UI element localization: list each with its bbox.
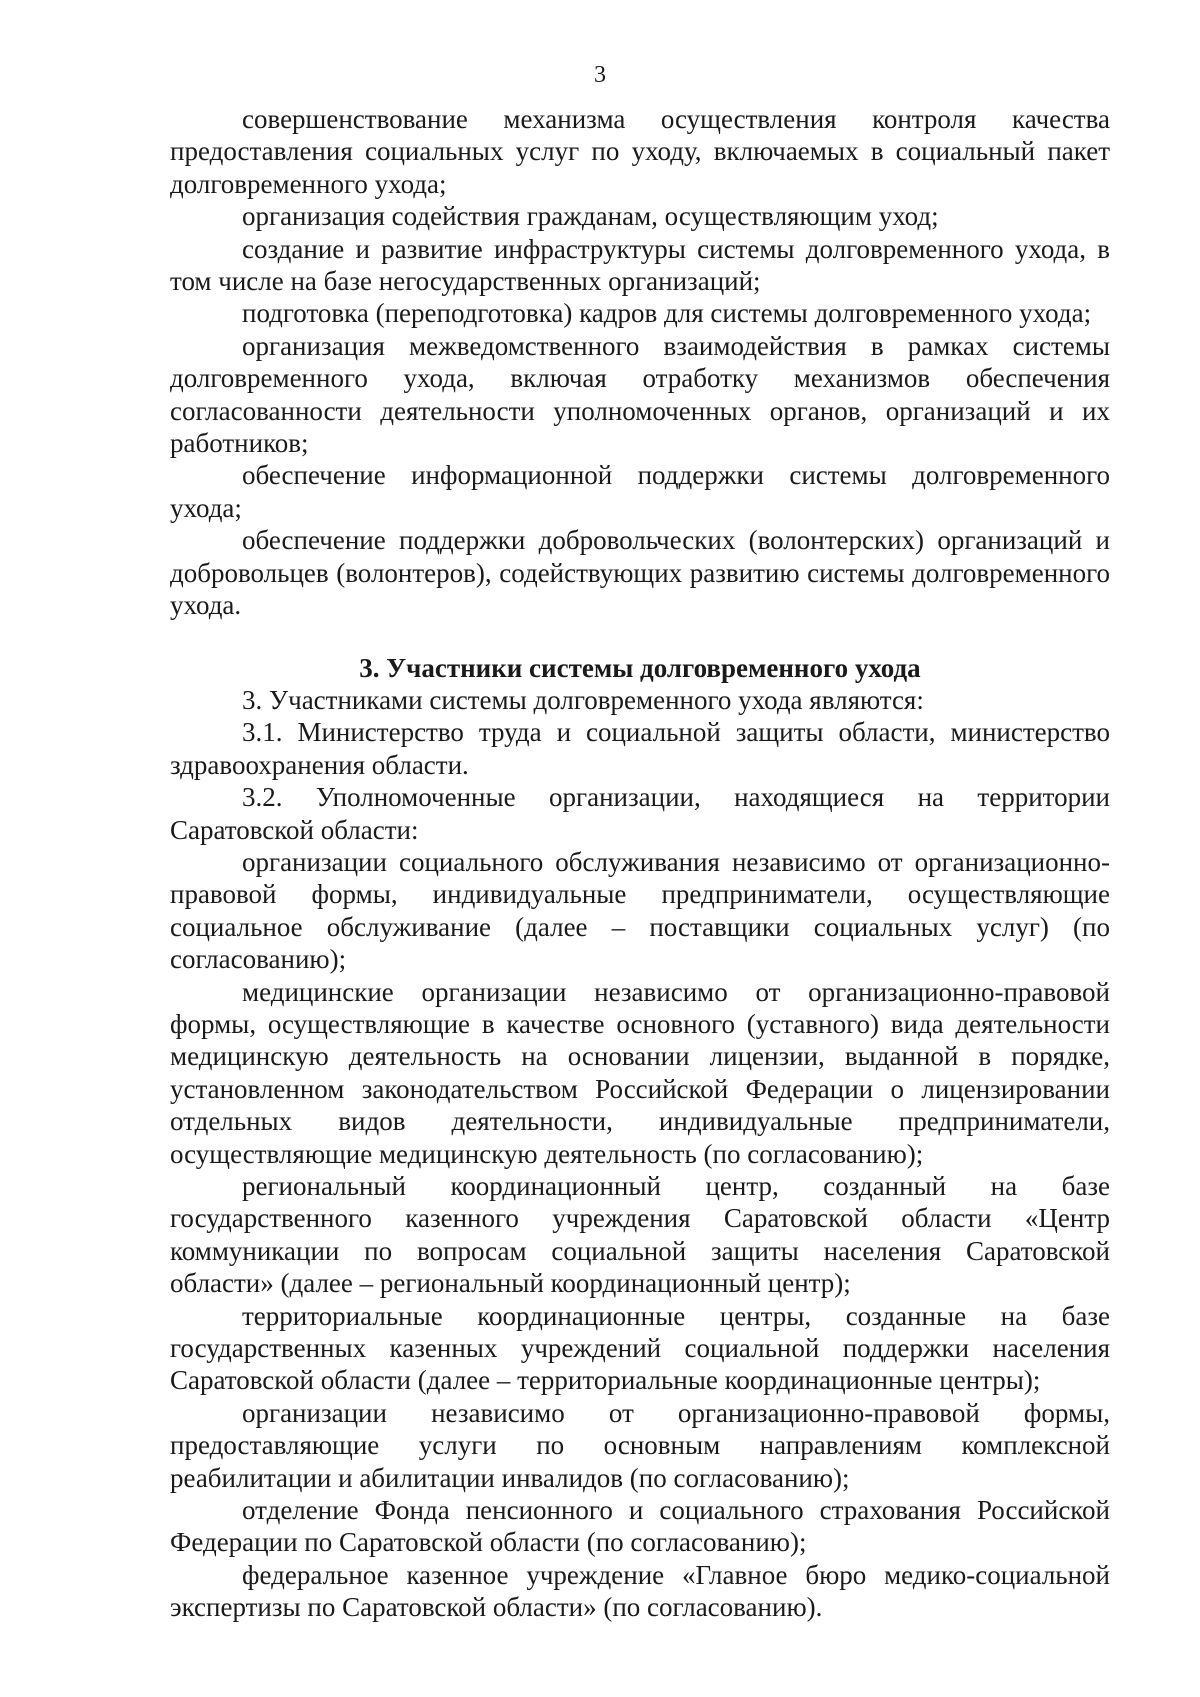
paragraph: отделение Фонда пенсионного и социального страхования Российской Федерации по Саратовской области (по согласованию); [170,1495,1110,1558]
paragraph: создание и развитие инфраструктуры системы долговременного ухода, в том числе на базе негосударственных организаций; [170,233,1110,297]
paragraph: обеспечение поддержки добровольческих (волонтерских) организаций и добровольцев (волонтеров), содействующих развитию системы долговременного ухода. [170,525,1110,621]
paragraph: 3.2. Уполномоченные организации, находящиеся на территории Саратовской области: [170,782,1110,845]
paragraph: организация межведомственного взаимодействия в рамках системы долговременного ухода, включая отработку механизмов обеспечения согласованности деятельности уполномоченных органов, организаций и их работников; [170,330,1110,459]
paragraph: региональный координационный центр, созданный на базе государственного казенного учреждения Саратовской области «Центр коммуникации по вопросам социальной защиты населения Саратовской области» (далее – региональный координационный центр); [170,1171,1110,1299]
paragraph: 3. Участниками системы долговременного ухода являются: [242,684,924,715]
paragraph: 3.1. Министерство труда и социальной защиты области, министерство здравоохранения области. [170,717,1110,780]
document-body [170,103,1110,1624]
paragraph: организации независимо от организационно-правовой формы, предоставляющие услуги по основным направлениям комплексной реабилитации и абилитации инвалидов (по согласованию); [170,1397,1110,1493]
paragraph: подготовка (переподготовка) кадров для системы долговременного ухода; [242,298,1092,329]
paragraph: территориальные координационные центры, созданные на базе государственных казенных учреждений социальной поддержки населения Саратовской области (далее – территориальные координационные центры); [170,1300,1110,1396]
paragraph: медицинские организации независимо от организационно-правовой формы, осуществляющие в качестве основного (уставного) вида деятельности медицинскую деятельность на основании лицензии, выданной в порядке, установленном законодательством Российской Федерации о лицензировании отдельных видов деятельности, индивидуальные предприниматели, осуществляющие медицинскую деятельность (по согласованию); [170,976,1110,1169]
paragraph: федеральное казенное учреждение «Главное бюро медико-социальной экспертизы по Саратовской области» (по согласованию). [170,1559,1110,1623]
paragraph: организация содействия гражданам, осуществляющим уход; [242,201,939,232]
paragraph: обеспечение информационной поддержки системы долговременного ухода; [170,460,1110,523]
page-number: 3 [594,62,606,88]
paragraph: совершенствование механизма осуществления контроля качества предоставления социальных услуг по уходу, включаемых в социальный пакет долговременного ухода; [170,104,1110,199]
paragraph: организации социального обслуживания независимо от организационно-правовой формы, индивидуальные предприниматели, осуществляющие социальное обслуживание (далее – поставщики социальных услуг) (по согласованию); [170,846,1110,975]
section-heading: 3. Участники системы долговременного ухода [359,652,921,683]
